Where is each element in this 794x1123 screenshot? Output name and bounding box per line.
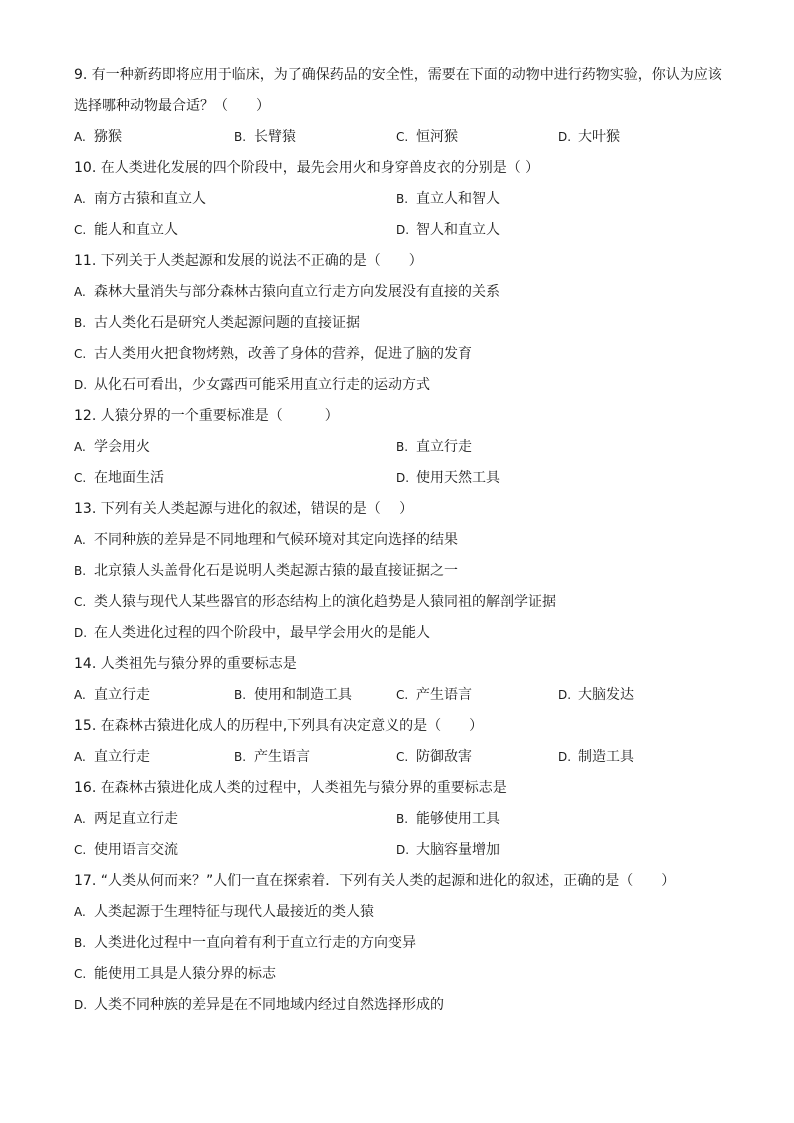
answer-option[interactable] [558, 128, 620, 146]
option-letter: D. [396, 843, 410, 857]
answer-option[interactable] [74, 686, 150, 704]
option-letter: A. [74, 440, 86, 454]
question-stem: 选择哪种动物最合适？（ ） [74, 98, 270, 114]
option-text: 人类进化过程中一直向着有利于直立行走的方向变异 [94, 935, 416, 951]
answer-option[interactable] [396, 686, 472, 704]
answer-option[interactable] [396, 810, 500, 828]
option-text: 智人和直立人 [416, 222, 500, 238]
question-stem: 13. 下列有关人类起源与进化的叙述，错误的是（ ） [74, 501, 414, 517]
option-row [74, 438, 734, 456]
option-text: 在人类进化过程的四个阶段中，最早学会用火的是能人 [94, 625, 430, 641]
option-letter: D. [558, 750, 572, 764]
option-letter: B. [396, 192, 409, 206]
answer-option[interactable] [558, 748, 634, 766]
option-letter: C. [74, 471, 87, 485]
option-text: 两足直立行走 [94, 811, 178, 827]
answer-option[interactable] [74, 903, 374, 921]
option-letter: A. [74, 812, 86, 826]
option-row [74, 562, 734, 580]
option-text: 猕猴 [94, 129, 122, 145]
option-text: 使用天然工具 [416, 470, 500, 486]
answer-option[interactable] [396, 469, 500, 487]
option-letter: D. [74, 378, 88, 392]
option-letter: A. [74, 533, 86, 547]
answer-option[interactable] [74, 934, 416, 952]
answer-option[interactable] [74, 283, 500, 301]
question-stem: 9. 有一种新药即将应用于临床，为了确保药品的安全性，需要在下面的动物中进行药物实验，你认为应该 [74, 67, 722, 83]
answer-option[interactable] [396, 190, 500, 208]
option-letter: B. [234, 688, 247, 702]
option-row [74, 593, 734, 611]
answer-option[interactable] [74, 221, 178, 239]
option-row [74, 128, 734, 146]
option-letter: D. [396, 223, 410, 237]
option-letter: B. [74, 936, 87, 950]
answer-option[interactable] [74, 624, 430, 642]
option-letter: A. [74, 905, 86, 919]
option-row [74, 376, 734, 394]
option-letter: A. [74, 192, 86, 206]
answer-option[interactable] [74, 190, 206, 208]
option-text: 制造工具 [578, 749, 634, 765]
answer-option[interactable] [396, 221, 500, 239]
option-text: 人类起源于生理特征与现代人最接近的类人猿 [94, 904, 374, 920]
option-letter: C. [396, 688, 409, 702]
answer-option[interactable] [74, 562, 458, 580]
option-text: 直立行走 [94, 687, 150, 703]
answer-option[interactable] [74, 810, 178, 828]
option-letter: C. [396, 750, 409, 764]
question-stem: 14. 人类祖先与猿分界的重要标志是 [74, 656, 297, 672]
option-text: 直立行走 [416, 439, 472, 455]
question-stem: 11. 下列关于人类起源和发展的说法不正确的是（ ） [74, 253, 423, 269]
option-letter: D. [74, 998, 88, 1012]
option-letter: C. [74, 967, 87, 981]
option-text: 南方古猿和直立人 [94, 191, 206, 207]
answer-option[interactable] [74, 593, 556, 611]
option-text: 大叶猴 [578, 129, 620, 145]
option-letter: C. [74, 223, 87, 237]
option-text: 森林大量消失与部分森林古猿向直立行走方向发展没有直接的关系 [94, 284, 500, 300]
option-text: 产生语言 [254, 749, 310, 765]
answer-option[interactable] [74, 531, 458, 549]
answer-option[interactable] [74, 128, 122, 146]
answer-option[interactable] [558, 686, 634, 704]
answer-option[interactable] [396, 438, 472, 456]
option-row [74, 469, 734, 487]
option-text: 产生语言 [416, 687, 472, 703]
option-text: 能够使用工具 [416, 811, 500, 827]
option-text: 直立人和智人 [416, 191, 500, 207]
option-row [74, 841, 734, 859]
option-text: 北京猿人头盖骨化石是说明人类起源古猿的最直接证据之一 [94, 563, 458, 579]
option-letter: D. [74, 626, 88, 640]
option-text: 能人和直立人 [94, 222, 178, 238]
option-text: 大脑发达 [578, 687, 634, 703]
option-letter: B. [74, 564, 87, 578]
question-stem: 10. 在人类进化发展的四个阶段中，最先会用火和身穿兽皮衣的分别是（ ） [74, 160, 540, 176]
option-letter: A. [74, 285, 86, 299]
option-text: 类人猿与现代人某些器官的形态结构上的演化趋势是人猿同祖的解剖学证据 [94, 594, 556, 610]
answer-option[interactable] [74, 748, 150, 766]
option-text: 从化石可看出，少女露西可能采用直立行走的运动方式 [94, 377, 430, 393]
option-row [74, 903, 734, 921]
answer-option[interactable] [74, 345, 472, 363]
option-letter: B. [396, 440, 409, 454]
option-letter: C. [74, 347, 87, 361]
question-stem: 17. “人类从何而来？”人们一直在探索着．下列有关人类的起源和进化的叙述，正确的是（ ） [74, 873, 676, 889]
option-letter: B. [396, 812, 409, 826]
option-letter: A. [74, 130, 86, 144]
option-row [74, 345, 734, 363]
answer-option[interactable] [74, 438, 150, 456]
option-text: 人类不同种族的差异是在不同地域内经过自然选择形成的 [94, 997, 444, 1013]
option-text: 古人类用火把食物烤熟，改善了身体的营养，促进了脑的发育 [94, 346, 472, 362]
option-row [74, 314, 734, 332]
option-letter: B. [234, 130, 247, 144]
option-text: 在地面生活 [94, 470, 164, 486]
answer-option[interactable] [74, 996, 444, 1014]
answer-option[interactable] [74, 469, 164, 487]
option-letter: B. [234, 750, 247, 764]
option-letter: C. [74, 595, 87, 609]
option-text: 恒河猴 [416, 129, 458, 145]
option-text: 能使用工具是人猿分界的标志 [94, 966, 276, 982]
option-row [74, 748, 734, 766]
option-row [74, 810, 734, 828]
answer-option[interactable] [396, 128, 458, 146]
option-letter: A. [74, 688, 86, 702]
option-letter: D. [558, 688, 572, 702]
question-stem: 16. 在森林古猿进化成人类的过程中，人类祖先与猿分界的重要标志是 [74, 780, 507, 796]
option-row [74, 221, 734, 239]
option-row [74, 190, 734, 208]
answer-option[interactable] [74, 376, 430, 394]
option-row [74, 934, 734, 952]
option-text: 使用语言交流 [94, 842, 178, 858]
option-letter: D. [558, 130, 572, 144]
option-letter: C. [74, 843, 87, 857]
answer-option[interactable] [74, 841, 178, 859]
option-text: 长臂猿 [254, 129, 296, 145]
option-row [74, 686, 734, 704]
answer-option[interactable] [396, 748, 472, 766]
option-text: 防御敌害 [416, 749, 472, 765]
option-text: 大脑容量增加 [416, 842, 500, 858]
option-text: 学会用火 [94, 439, 150, 455]
option-text: 直立行走 [94, 749, 150, 765]
answer-option[interactable] [234, 748, 310, 766]
option-text: 古人类化石是研究人类起源问题的直接证据 [94, 315, 360, 331]
question-stem: 12. 人猿分界的一个重要标准是（ ） [74, 408, 339, 424]
option-row [74, 283, 734, 301]
answer-option[interactable] [234, 686, 352, 704]
option-letter: B. [74, 316, 87, 330]
option-row [74, 531, 734, 549]
answer-option[interactable] [74, 965, 276, 983]
option-letter: D. [396, 471, 410, 485]
option-row [74, 996, 734, 1014]
option-text: 不同种族的差异是不同地理和气候环境对其定向选择的结果 [94, 532, 458, 548]
answer-option[interactable] [74, 314, 360, 332]
answer-option[interactable] [396, 841, 500, 859]
option-text: 使用和制造工具 [254, 687, 352, 703]
option-row [74, 624, 734, 642]
option-letter: A. [74, 750, 86, 764]
option-letter: C. [396, 130, 409, 144]
option-row [74, 965, 734, 983]
answer-option[interactable] [234, 128, 296, 146]
question-stem: 15. 在森林古猿进化成人的历程中,下列具有决定意义的是（ ） [74, 718, 484, 734]
